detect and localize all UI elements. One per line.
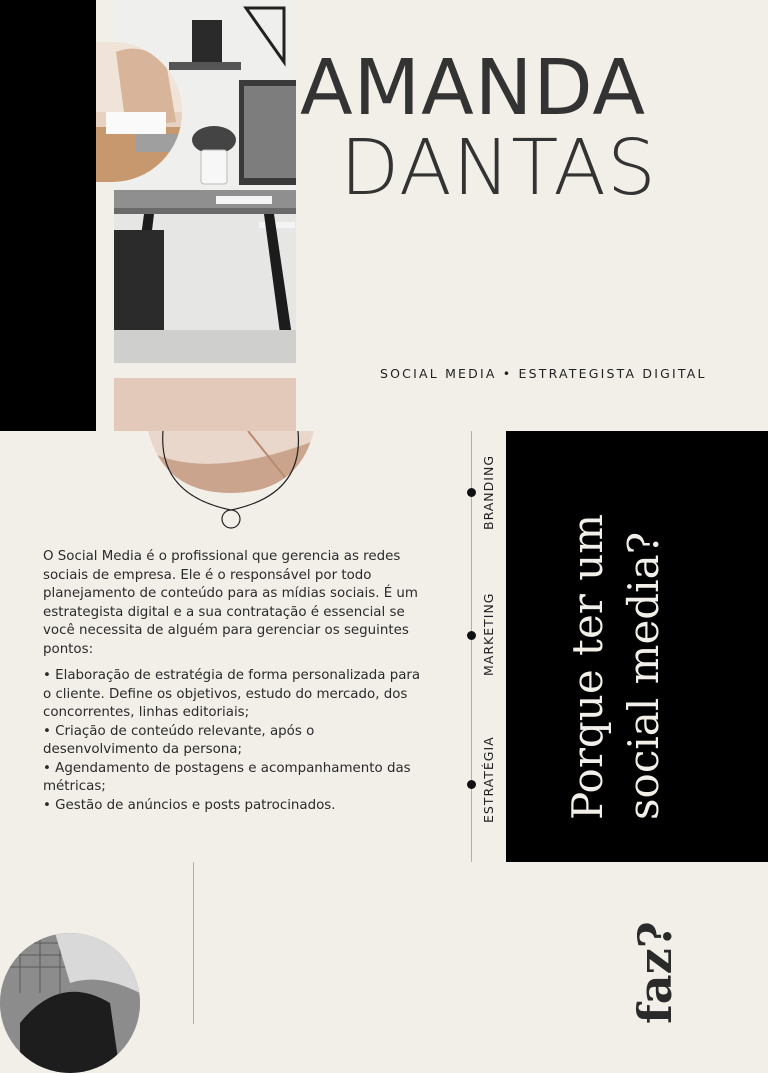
arc-outline-shape (148, 380, 318, 530)
panel-title-line1: Porque ter um (563, 513, 612, 820)
timeline-label-estrategia: ESTRATÉGIA (481, 736, 496, 823)
subtitle: SOCIAL MEDIA • ESTRATEGISTA DIGITAL (380, 366, 707, 381)
portrait-photo (0, 933, 140, 1073)
first-name-heading: AMANDA (300, 44, 646, 133)
panel-title-line2: social media? (619, 531, 668, 820)
bullet-item: • Criação de conteúdo relevante, após o desenvolvimento da persona; (43, 723, 315, 757)
bullet-item: • Gestão de anúncios e posts patrocinados. (43, 797, 336, 813)
intro-paragraph: O Social Media é o profissional que gerencia as redes sociais de empresa. Ele é o responsável por todo planejamento de conteúdo para as mídias sociais. É um estrategista digital e a sua contratação é essencial se você necessita de alguém para gerenciar os seguintes pontos: (43, 549, 418, 657)
bullet-item: • Agendamento de postagens e acompanhamento das métricas; (43, 760, 411, 794)
timeline-dot (467, 488, 476, 497)
partial-heading-fragment: faz? (628, 921, 682, 1024)
intro-text-block (43, 548, 423, 815)
last-name-heading: DANTAS (340, 124, 657, 213)
timeline-label-marketing: MARKETING (481, 592, 496, 676)
timeline-dot (467, 780, 476, 789)
lower-divider-line (193, 862, 194, 1024)
left-black-bar (0, 0, 96, 431)
bullet-item: • Elaboração de estratégia de forma personalizada para o cliente. Define os objetivos, estudo do mercado, dos concorrentes, linhas editoriais; (43, 668, 421, 720)
bullet-list (43, 667, 423, 815)
timeline-label-branding: BRANDING (481, 454, 496, 530)
panel-title (560, 514, 672, 820)
timeline-dot (467, 631, 476, 640)
